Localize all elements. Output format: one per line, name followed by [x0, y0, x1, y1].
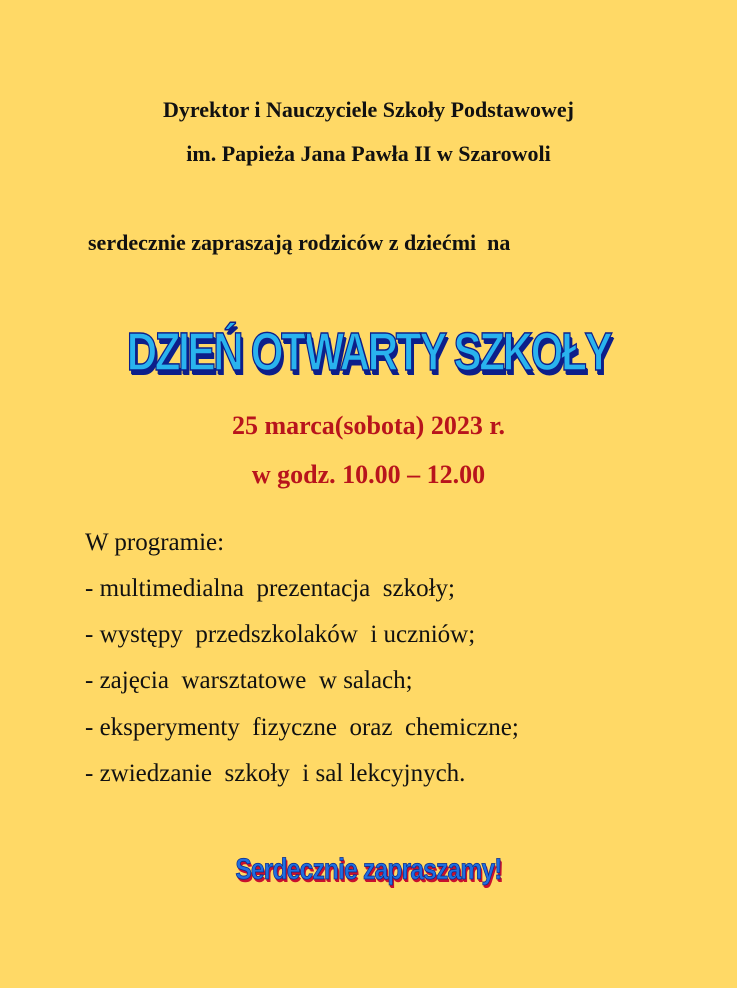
program-item: - zajęcia warsztatowe w salach;	[85, 667, 413, 694]
program-item: - zwiedzanie szkoły i sal lekcyjnych.	[85, 760, 466, 787]
organizer-line-2: im. Papieża Jana Pawła II w Szarowoli	[186, 141, 551, 166]
event-date: 25 marca(sobota) 2023 r.	[232, 411, 505, 440]
program-heading: W programie:	[85, 529, 225, 556]
invitation-text: serdecznie zapraszają rodziców z dziećmi na	[88, 230, 511, 255]
program-item: - występy przedszkolaków i uczniów;	[85, 621, 476, 648]
organizer-line-1: Dyrektor i Nauczyciele Szkoły Podstawowej	[162, 97, 574, 122]
closing-wordart: Serdecznie zapraszamy!	[235, 853, 502, 886]
program-item: - eksperymenty fizyczne oraz chemiczne;	[85, 714, 519, 741]
event-hours: w godz. 10.00 – 12.00	[251, 460, 486, 489]
event-title-wordart: DZIEŃ OTWARTY SZKOŁY	[126, 322, 611, 382]
program-item: - multimedialna prezentacja szkoły;	[85, 575, 455, 602]
